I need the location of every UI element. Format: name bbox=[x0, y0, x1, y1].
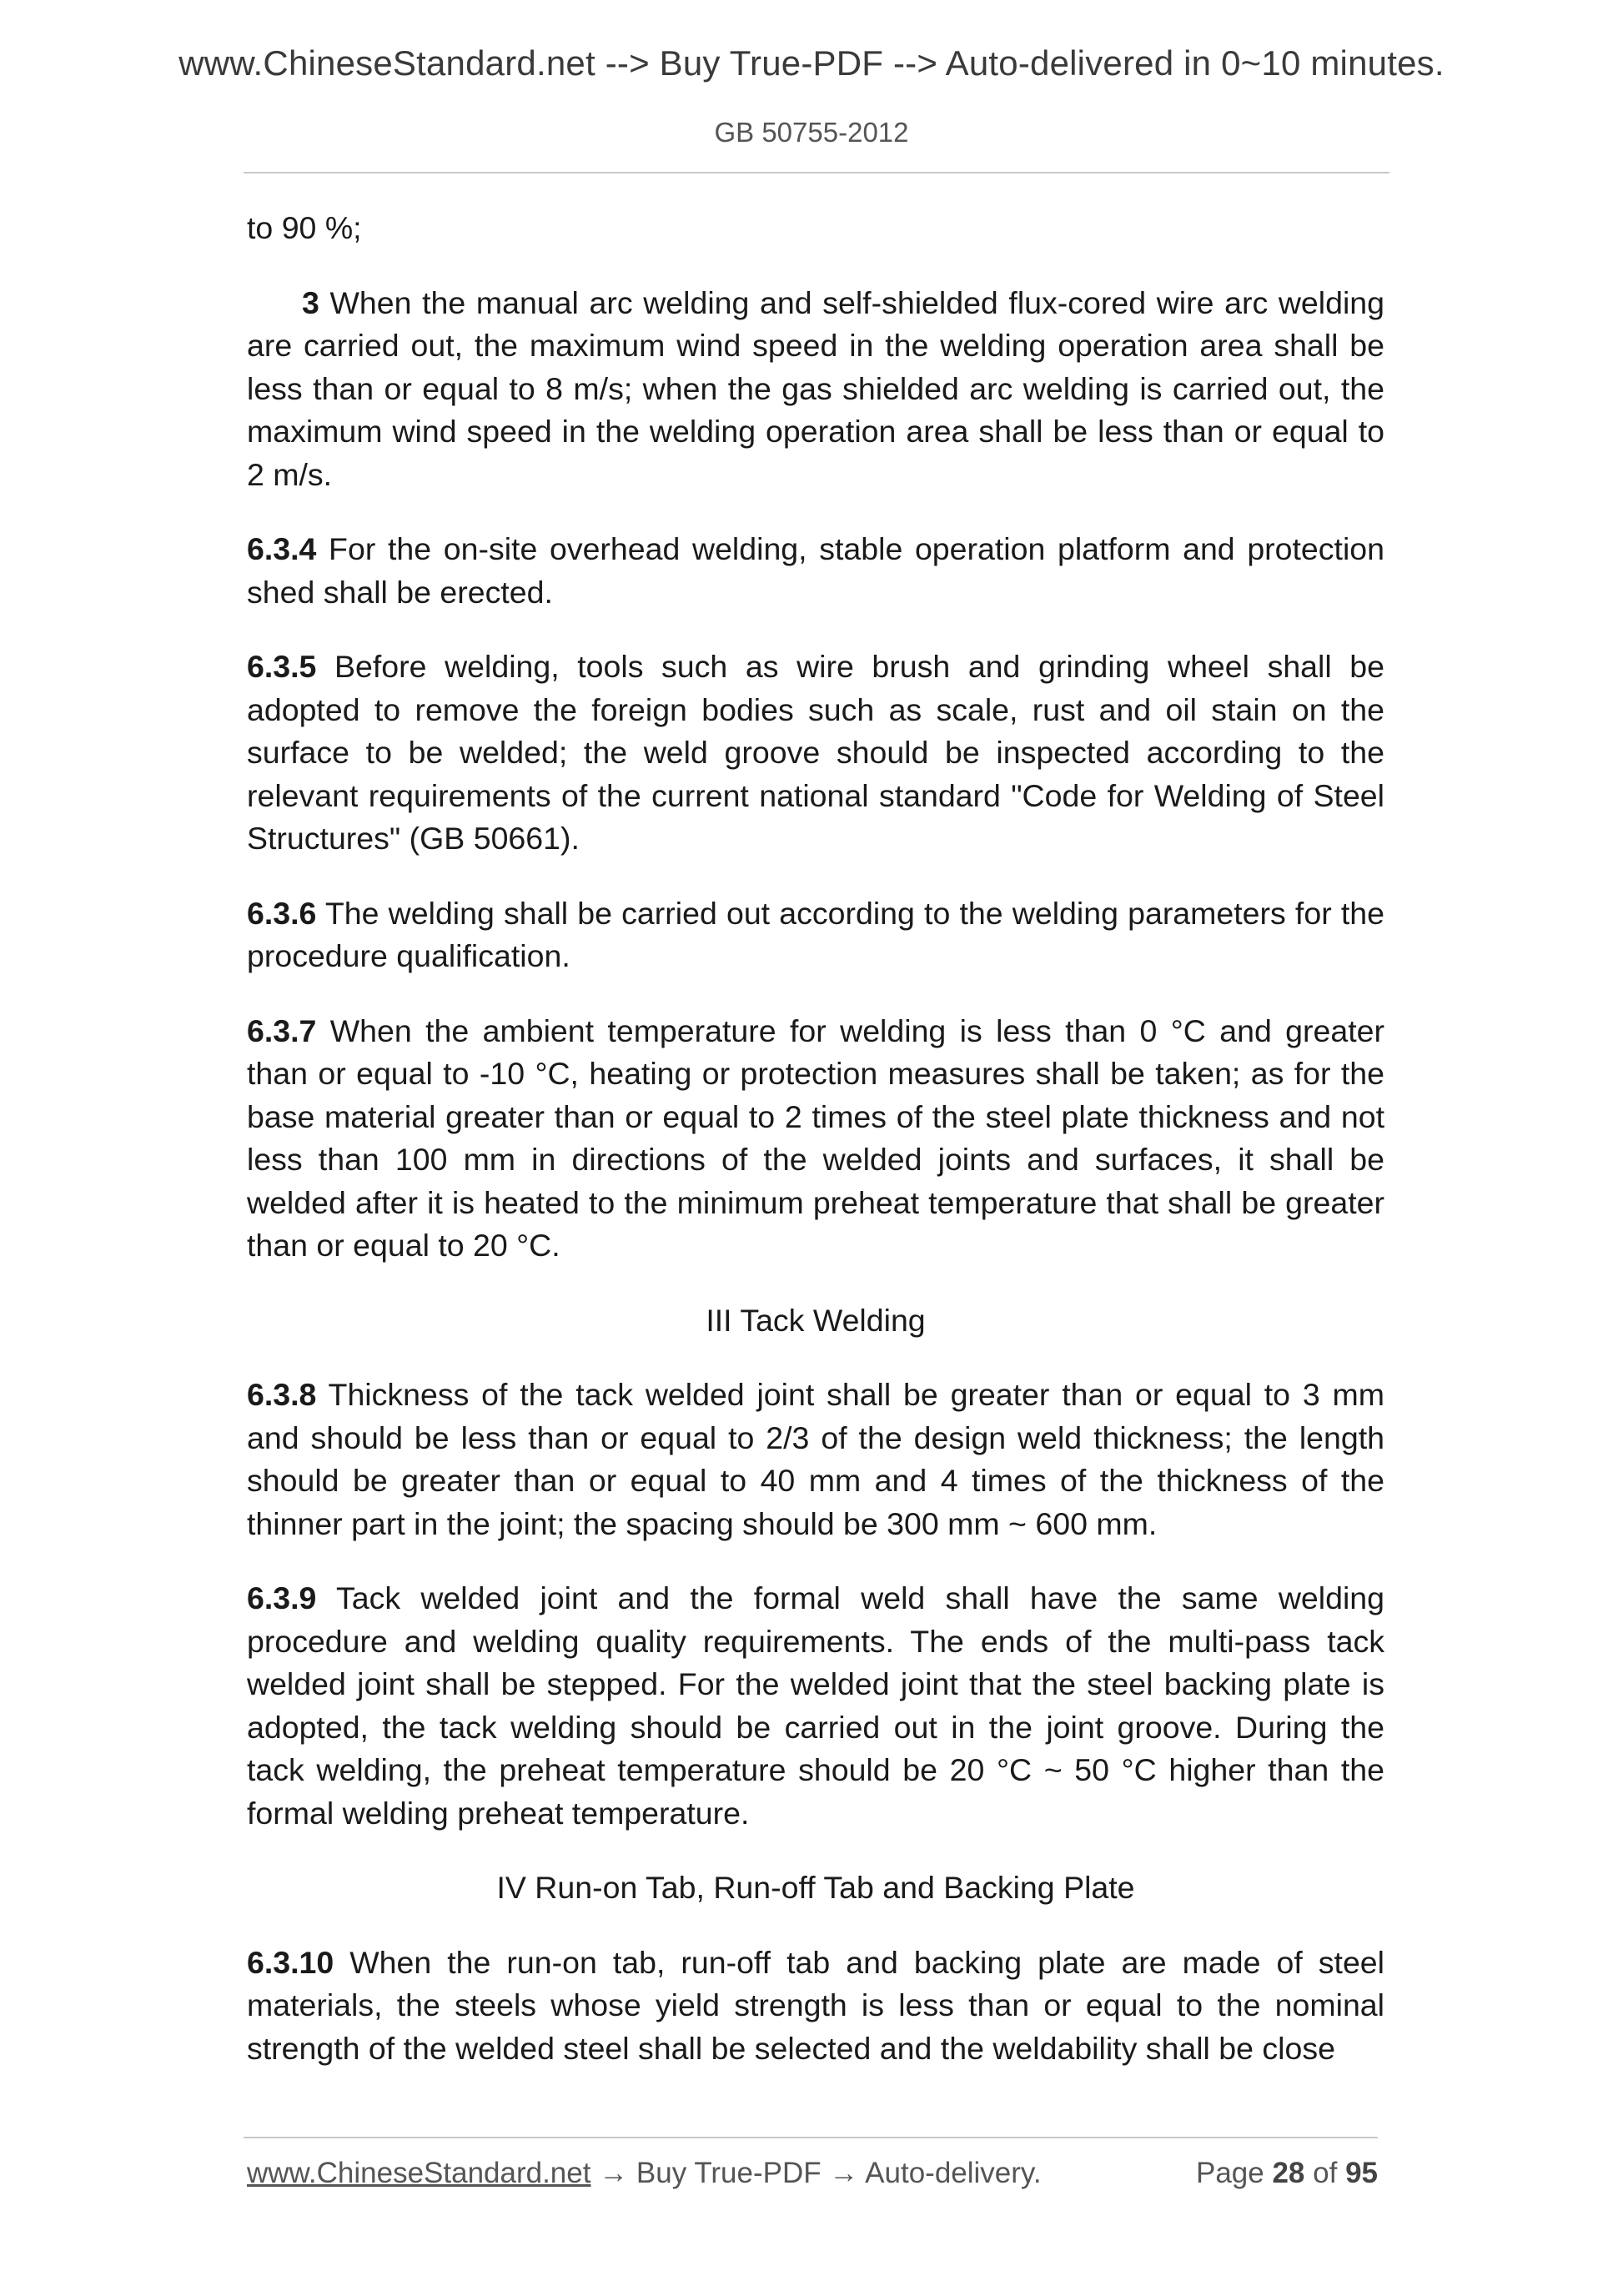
clause-number: 6.3.6 bbox=[247, 895, 317, 931]
header-divider bbox=[244, 172, 1389, 173]
clause-number: 6.3.5 bbox=[247, 649, 317, 684]
footer-promo bbox=[247, 2157, 1042, 2190]
clause-number: 6.3.8 bbox=[247, 1377, 317, 1412]
clause-item-3 bbox=[247, 282, 1384, 497]
clause-6-3-8 bbox=[247, 1374, 1384, 1545]
page-number bbox=[1196, 2157, 1378, 2190]
clause-number: 6.3.10 bbox=[247, 1944, 334, 1980]
clause-6-3-10 bbox=[247, 1942, 1384, 2071]
footer-promo-text: → Buy True-PDF → Auto-delivery. bbox=[590, 2157, 1042, 2189]
clause-text: Thickness of the tack welded joint shall be greater than or equal to 3 mm and should be less than or equal to 2/3 of the design weld thickness; the length should be greater than or equal to 40 mm and 4 times of the thickness of the thinner part in the joint; the spacing should be 300 mm ~ 600 mm. bbox=[247, 1377, 1384, 1541]
clause-6-3-6 bbox=[247, 892, 1384, 978]
document-code: GB 50755-2012 bbox=[714, 117, 909, 148]
clause-text: Tack welded joint and the formal weld shall have the same welding procedure and welding quality requirements. The ends of the multi-pass tack welded joint shall be stepped. For the welded joint that the steel backing plate is adopted, the tack welding should be carried out in the joint groove. During the tack welding, the preheat temperature should be 20 °C ~ 50 °C higher than the formal welding preheat temperature. bbox=[247, 1580, 1384, 1831]
continuation-text bbox=[247, 207, 1384, 250]
clause-text: When the ambient temperature for welding is less than 0 °C and greater than or equal to -10 °C, heating or protection measures shall be taken; as for the base material greater than or equal to 2 times of the steel plate thickness and not less than 100 mm in directions of the welded joints and surfaces, it shall be welded after it is heated to the minimum preheat temperature that shall be greater than or equal to 20 °C. bbox=[247, 1012, 1384, 1263]
clause-number: 3 bbox=[302, 284, 319, 320]
clause-text: For the on-site overhead welding, stable operation platform and protection shed shall be erected. bbox=[247, 531, 1384, 610]
site-banner: www.ChineseStandard.net --> Buy True-PDF --> Auto-delivered in 0~10 minutes. bbox=[178, 43, 1445, 83]
page-label: Page bbox=[1195, 2157, 1264, 2189]
clause-number: 6.3.9 bbox=[247, 1580, 317, 1615]
clause-number: 6.3.4 bbox=[247, 531, 317, 566]
clause-number: 6.3.7 bbox=[247, 1012, 317, 1048]
current-page: 28 bbox=[1272, 2157, 1305, 2189]
section-heading-run-on-tab: IV Run-on Tab, Run-off Tab and Backing Plate bbox=[496, 1870, 1135, 1905]
clause-text: Before welding, tools such as wire brush and grinding wheel shall be adopted to remove the foreign bodies such as scale, rust and oil stain on the surface to be welded; the weld groove should be inspected according to the relevant requirements of the current national standard "Code for Welding of Steel Structures" (GB 50661). bbox=[247, 649, 1384, 856]
section-heading-tack-welding: III Tack Welding bbox=[706, 1302, 926, 1338]
clause-6-3-7 bbox=[247, 1010, 1384, 1268]
clause-6-3-5 bbox=[247, 646, 1384, 861]
total-pages: 95 bbox=[1345, 2157, 1378, 2189]
clause-6-3-4 bbox=[247, 528, 1384, 614]
clause-text: When the run-on tab, run-off tab and backing plate are made of steel materials, the steels whose yield strength is less than or equal to the nominal strength of the welded steel shall be selected and the weldability shall be close bbox=[247, 1944, 1384, 2066]
clause-text: The welding shall be carried out according to the welding parameters for the procedure qualification. bbox=[247, 895, 1384, 973]
footer-site-link[interactable]: www.ChineseStandard.net bbox=[247, 2157, 591, 2189]
page-content bbox=[247, 207, 1384, 2102]
paragraph-text: to 90 %; bbox=[247, 210, 362, 245]
of-label: of bbox=[1313, 2157, 1338, 2189]
clause-text: When the manual arc welding and self-shielded flux-cored wire arc welding are carried out, the maximum wind speed in the welding operation area shall be less than or equal to 8 m/s; when the gas shielded arc welding is carried out, the maximum wind speed in the welding operation area shall be less than or equal to 2 m/s. bbox=[247, 284, 1384, 492]
clause-6-3-9 bbox=[247, 1577, 1384, 1835]
footer-divider bbox=[244, 2137, 1378, 2138]
